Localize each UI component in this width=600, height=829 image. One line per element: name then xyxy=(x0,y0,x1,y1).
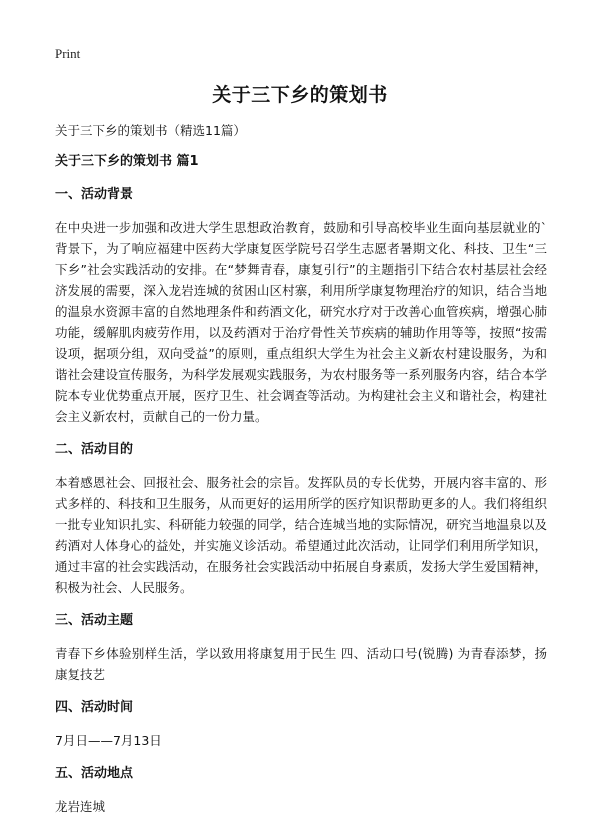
section-body-theme: 青春下乡体验别样生活，学以致用将康复用于民生 四、活动口号(锐腾) 为青春添梦，扬康复技艺 xyxy=(55,646,547,682)
section-heading-background: 一、活动背景 xyxy=(55,187,134,202)
section-heading-time: 四、活动时间 xyxy=(55,700,134,715)
document-subtitle: 关于三下乡的策划书（精选11篇） xyxy=(55,123,246,138)
section-body-purpose: 本着感恩社会、回报社会、服务社会的宗旨。发挥队员的专长优势，开展内容丰富的、形式多样的、科技和卫生服务，从而更好的运用所学的医疗知识帮助更多的人。我们将组织一批专业知识扎实、科研能力较强的同学，结合连城当地的实际情况，研究当地温泉以及药酒对人体身心的益处，并实施义诊活动。希望通过此次活动，让同学们利用所学知识，通过丰富的社会实践活动，在服务社会实践活动中拓展自身素质，发扬大学生爱国精神，积极为社会、人民服务。 xyxy=(55,475,547,595)
document-title: 关于三下乡的策划书 xyxy=(212,84,388,106)
section-body-time: 7月日——7月13日 xyxy=(55,733,162,748)
section-body-background: 在中央进一步加强和改进大学生思想政治教育，鼓励和引导高校毕业生面向基层就业的`背景下，为了响应福建中医药大学康复医学院号召学生志愿者暑期文化、科技、卫生“三下乡”社会实践活动的安排。在“梦舞青春，康复引行”的主题指引下结合农村基层社会经济发展的需要，深入龙岩连城的贫困山区村寨，利用所学康复物理治疗的知识，结合当地的温泉水资源丰富的自然地理条件和药酒文化，研究水疗对于改善心血管疾病，增强心肺功能，缓解肌肉疲劳作用，以及药酒对于治疗骨性关节疾病的辅助作用等等，按照“按需设项，据项分组，双向受益”的原则，重点组织大学生为社会主义新农村建设服务，为和谐社会建设宣传服务，为科学发展观实践服务，为农村服务等一系列服务内容，结合本学院本专业优势重点开展，医疗卫生、社会调查等活动。为构建社会主义和谐社会，构建社会主义新农村，贡献自己的一份力量。 xyxy=(55,220,547,424)
document-content xyxy=(55,120,547,829)
section-body-location: 龙岩连城 xyxy=(55,799,106,814)
section-heading-purpose: 二、活动目的 xyxy=(55,442,134,457)
article-heading: 关于三下乡的策划书 篇1 xyxy=(55,154,199,169)
section-heading-theme: 三、活动主题 xyxy=(55,613,134,628)
print-link[interactable]: Print xyxy=(55,46,81,61)
section-heading-location: 五、活动地点 xyxy=(55,766,134,781)
